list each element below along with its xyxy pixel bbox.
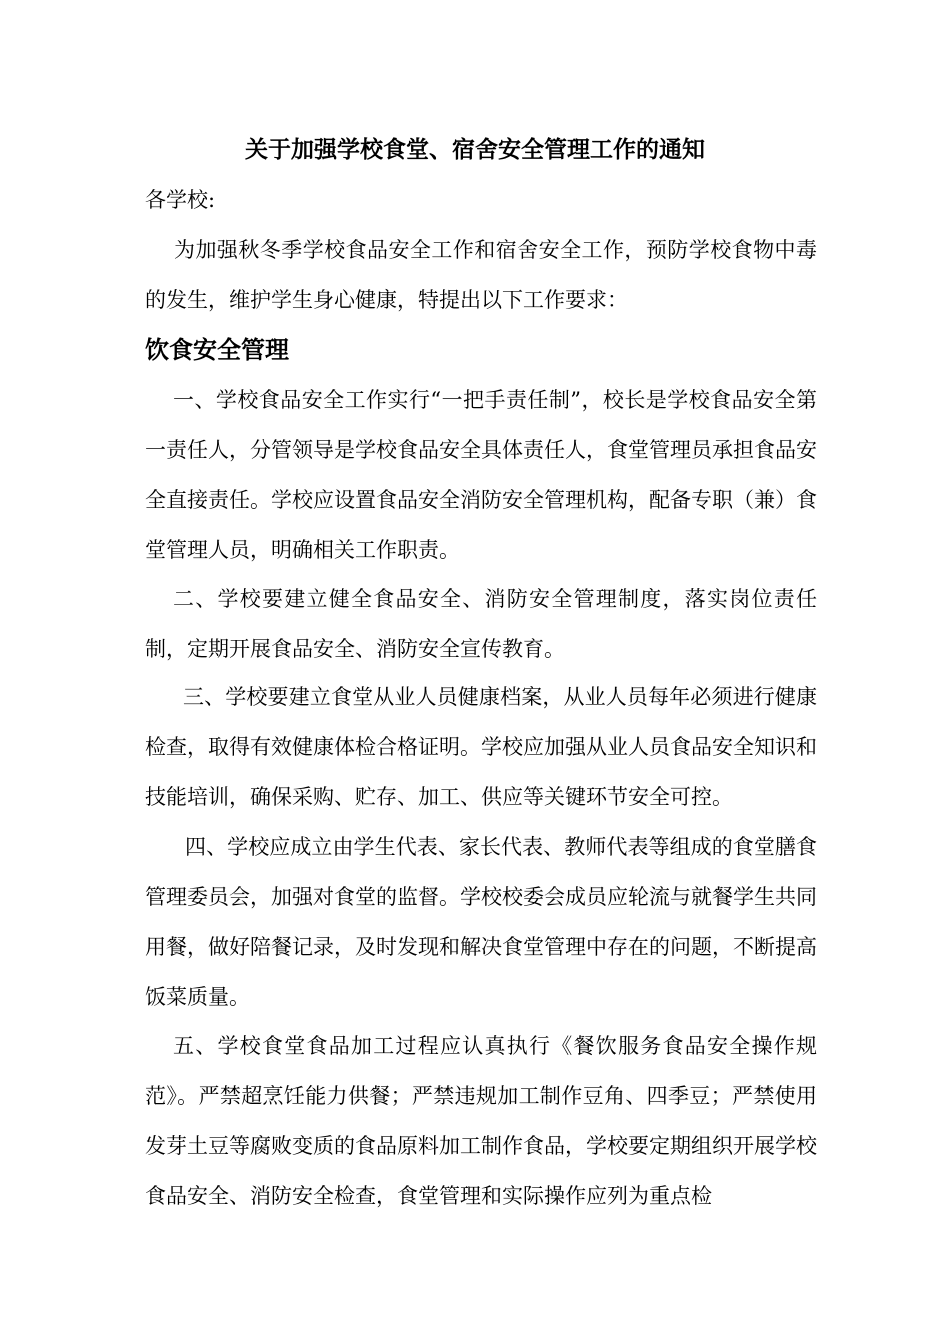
paragraph-3: 三、学校要建立食堂从业人员健康档案，从业人员每年必须进行健康检查，取得有效健康体检合格证明。学校应加强从业人员食品安全知识和技能培训，确保采购、贮存、加工、供应等关键环节安全可控。 [145, 685, 817, 809]
document-title: 关于加强学校食堂、宿舍安全管理工作的通知 [245, 137, 705, 163]
intro-paragraph: 为加强秋冬季学校食品安全工作和宿舍安全工作，预防学校食物中毒的发生，维护学生身心健康，特提出以下工作要求： [145, 238, 817, 312]
section-heading: 饮食安全管理 [145, 336, 289, 364]
salutation: 各学校: [145, 188, 216, 212]
paragraph-4: 四、学校应成立由学生代表、家长代表、教师代表等组成的食堂膳食管理委员会，加强对食堂的监督。学校校委会成员应轮流与就餐学生共同用餐，做好陪餐记录，及时发现和解决食堂管理中存在的问题，不断提高饭菜质量。 [145, 835, 817, 1009]
paragraph-5: 五、学校食堂食品加工过程应认真执行《餐饮服务食品安全操作规范》。严禁超烹饪能力供餐；严禁违规加工制作豆角、四季豆；严禁使用发芽土豆等腐败变质的食品原料加工制作食品，学校要定期组织开展学校食品安全、消防安全检查，食堂管理和实际操作应列为重点检 [145, 1034, 817, 1208]
paragraph-2: 二、学校要建立健全食品安全、消防安全管理制度，落实岗位责任制，定期开展食品安全、消防安全宣传教育。 [145, 587, 817, 661]
paragraph-1: 一、学校食品安全工作实行“一把手责任制”，校长是学校食品安全第一责任人，分管领导是学校食品安全具体责任人，食堂管理员承担食品安全直接责任。学校应设置食品安全消防安全管理机构，配备专职（兼）食堂管理人员，明确相关工作职责。 [145, 388, 817, 562]
